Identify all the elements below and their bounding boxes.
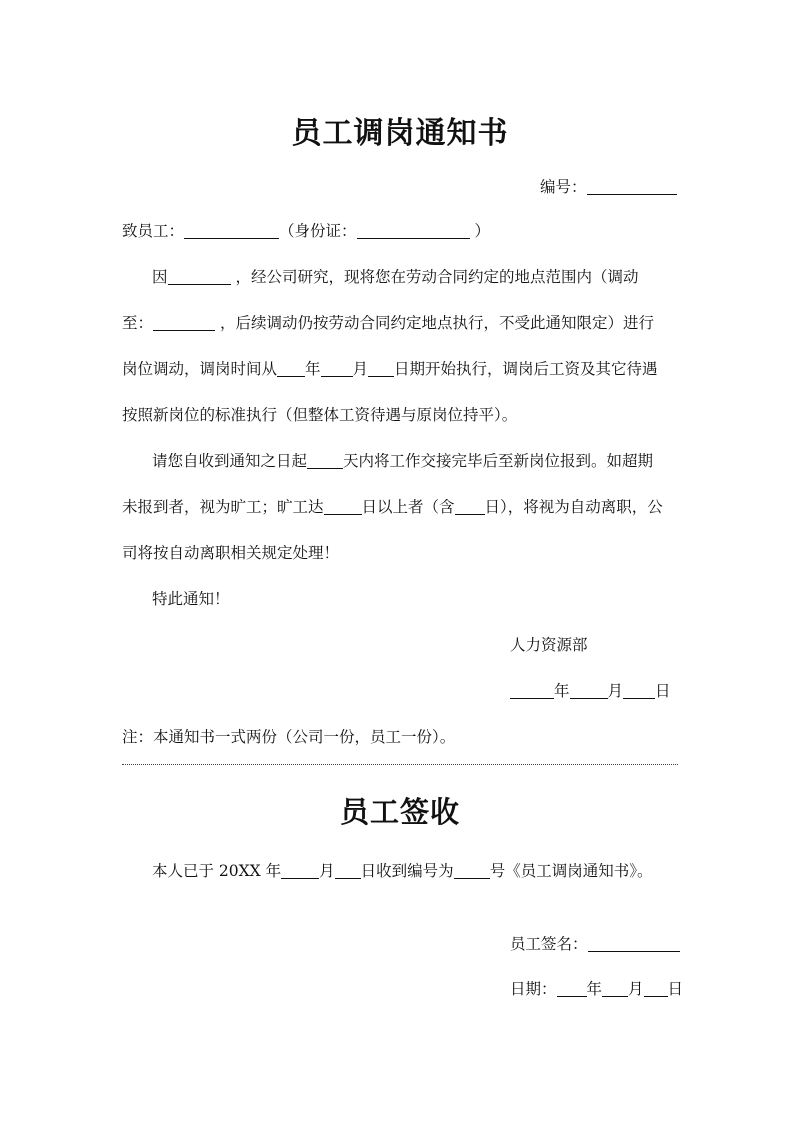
p1-text-d: ，后续调动仍按劳动合同约定地点执行，不受此通知限定）进行	[219, 314, 654, 332]
id-open-label: （身份证：	[279, 222, 357, 240]
p1-year-label: 年	[305, 360, 321, 378]
p1-text-e: 岗位调动，调岗时间从	[122, 360, 278, 378]
p1-text-b: ，经公司研究，现将您在劳动合同约定的地点范围内（调动	[235, 268, 639, 286]
receipt-month-label: 月	[319, 862, 335, 880]
to-employee-label: 致员工：	[122, 222, 185, 240]
start-day-blank	[368, 360, 394, 377]
paragraph2-line2	[122, 497, 663, 517]
receipt-date-day-label: 日	[667, 980, 684, 998]
p2-text-d: 日以上者（含	[361, 498, 455, 516]
p1-text-a: 因	[152, 268, 168, 286]
department-name: 人力资源部	[510, 636, 588, 654]
receipt-date-line	[510, 979, 683, 999]
start-month-blank	[321, 360, 353, 377]
p2-text-a: 请您自收到通知之日起	[152, 452, 308, 470]
paragraph2-line3	[122, 543, 339, 563]
number-line	[540, 177, 677, 197]
note-text: 注：本通知书一式两份（公司一份，员工一份）。	[122, 728, 456, 746]
paragraph3	[152, 589, 230, 609]
number-label: 编号：	[540, 178, 587, 196]
notice-year-label: 年	[554, 682, 570, 700]
notice-month-blank	[570, 682, 608, 699]
addressee-line	[122, 221, 490, 241]
p2-text-e: 日），将视为自动离职，公	[484, 498, 663, 516]
receipt-date-day-blank	[644, 980, 668, 997]
receipt-text-a: 本人已于 20XX 年	[152, 862, 282, 880]
signature-label: 员工签名：	[510, 935, 588, 953]
inclusive-days-blank	[455, 498, 485, 515]
receipt-date-month-label: 月	[628, 980, 644, 998]
absence-days-blank	[324, 498, 362, 515]
paragraph1-line2	[122, 313, 654, 333]
receipt-text-d: 号《员工调岗通知书》。	[489, 862, 653, 880]
reason-blank	[168, 268, 231, 285]
notice-day-label: 日	[655, 682, 671, 700]
receipt-year-label: 年	[586, 980, 603, 998]
receipt-statement-line	[152, 861, 652, 881]
report-days-blank	[307, 452, 343, 469]
start-year-blank	[277, 360, 305, 377]
p1-month-label: 月	[352, 360, 369, 378]
number-blank	[587, 178, 677, 195]
paragraph1-line1	[152, 267, 638, 287]
receipt-month-blank	[281, 862, 319, 879]
receipt-date-month-blank	[602, 980, 628, 997]
paragraph1-line3	[122, 359, 658, 379]
p1-text-f: 日期开始执行，调岗后工资及其它待遇	[394, 360, 658, 378]
notice-title: 员工调岗通知书	[291, 116, 509, 151]
department-line	[510, 635, 588, 655]
receipt-number-blank	[454, 862, 490, 879]
notice-month-label: 月	[607, 682, 624, 700]
id-close-label: ）	[474, 222, 490, 240]
p3-text: 特此通知！	[152, 590, 230, 608]
receipt-year-blank	[557, 980, 587, 997]
id-number-blank	[357, 222, 470, 239]
p1-text-c: 至：	[122, 314, 154, 332]
signature-line	[510, 934, 680, 954]
signature-blank	[588, 935, 680, 952]
paragraph1-line4	[122, 405, 517, 425]
p2-text-f: 司将按自动离职相关规定处理！	[122, 544, 340, 562]
paragraph2-line1	[152, 451, 653, 471]
receipt-title: 员工签收	[339, 795, 460, 829]
receipt-day-blank	[335, 862, 361, 879]
receipt-text-c: 日收到编号为	[360, 862, 454, 880]
notice-date-line	[510, 681, 671, 701]
notice-day-blank	[623, 682, 655, 699]
p2-text-c: 未报到者，视为旷工；旷工达	[122, 498, 324, 516]
employee-name-blank	[184, 222, 279, 239]
receipt-date-label: 日期：	[510, 980, 557, 998]
note-line	[122, 727, 455, 747]
p1-text-g: 按照新岗位的标准执行（但整体工资待遇与原岗位持平）。	[122, 406, 518, 424]
transfer-location-blank	[153, 314, 215, 331]
p2-text-b: 天内将工作交接完毕后至新岗位报到。如超期	[343, 452, 654, 470]
dotted-separator	[122, 764, 678, 765]
notice-year-blank	[510, 682, 554, 699]
